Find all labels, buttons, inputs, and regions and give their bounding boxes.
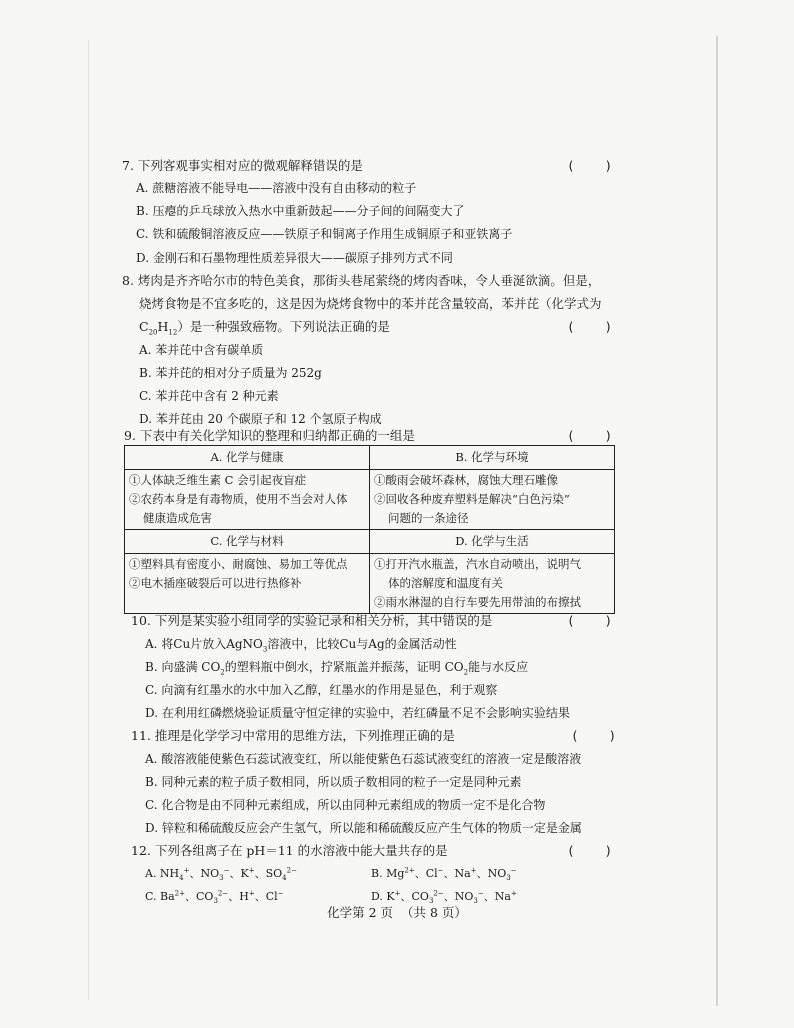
table-b-item-2: ②回收各种废弃塑料是解决“白色污染” bbox=[374, 492, 570, 506]
table-head-b: B. 化学与环境 bbox=[370, 446, 615, 470]
q10-a-sub: 3 bbox=[262, 645, 268, 654]
q10-a-text-2: 溶液中，比较Cu与Ag的金属活动性 bbox=[267, 637, 457, 651]
question-11-stem: 11. 推理是化学学习中常用的思维方法，下列推理正确的是 bbox=[131, 728, 455, 743]
question-12-stem: 12. 下列各组离子在 pH＝11 的水溶液中能大量共存的是 bbox=[131, 843, 448, 858]
ion-charge: − bbox=[477, 889, 484, 898]
ion-text: C. Ba bbox=[145, 890, 175, 903]
question-10-stem: 10. 下列是某实验小组同学的实验记录和相关分析，其中错误的是 bbox=[131, 613, 493, 628]
ion-text: 、CO bbox=[185, 890, 214, 903]
ion-sub: 3 bbox=[213, 897, 218, 906]
ion-text: B. Mg bbox=[371, 867, 405, 880]
ion-text: 、Na bbox=[483, 890, 511, 903]
ion-sub: 3 bbox=[219, 874, 224, 883]
question-8-option-a: A. 苯并芘中含有碳单质 bbox=[139, 343, 264, 357]
q10-b-sub-2: 2 bbox=[463, 668, 469, 677]
table-d-item-1: ①打开汽水瓶盖，汽水自动喷出，说明气 bbox=[374, 557, 581, 571]
question-11-option-a: A. 酸溶液能使紫色石蕊试液变红，所以能使紫色石蕊试液变红的溶液一定是酸溶液 bbox=[145, 752, 582, 766]
table-b-item-1: ①酸雨会破坏森林，腐蚀大理石雕像 bbox=[374, 473, 558, 487]
ion-text: 、CO bbox=[400, 890, 429, 903]
ion-sub: 4 bbox=[282, 874, 287, 883]
question-8-option-d: D. 苯并芘由 20 个碳原子和 12 个氢原子构成 bbox=[139, 412, 382, 426]
ion-sub: 4 bbox=[179, 874, 184, 883]
question-10-answer-paren: ( ) bbox=[567, 613, 613, 628]
ion-sub: 3 bbox=[473, 897, 478, 906]
ion-charge: 2− bbox=[217, 889, 229, 898]
question-8-line-3 bbox=[139, 319, 390, 335]
table-head-c: C. 化学与材料 bbox=[125, 530, 370, 554]
question-10-option-a bbox=[145, 636, 457, 652]
ion-sub: 3 bbox=[506, 874, 511, 883]
formula-hydrogen-count: 12 bbox=[168, 328, 178, 337]
table-cell-c bbox=[125, 554, 370, 614]
ion-charge: − bbox=[223, 866, 230, 875]
q10-b-sub-1: 2 bbox=[220, 668, 225, 677]
question-12-option-b bbox=[371, 866, 517, 882]
ion-charge: + bbox=[510, 889, 517, 898]
ion-charge: 2− bbox=[286, 866, 297, 875]
ion-text: 、Cl bbox=[414, 867, 438, 880]
question-10-option-b bbox=[145, 659, 528, 675]
question-8-line-1: 8. 烤肉是齐齐哈尔市的特色美食，那街头巷尾萦绕的烤肉香味，令人垂涎欲滴。但是， bbox=[122, 273, 601, 288]
ion-text: A. NH bbox=[145, 867, 180, 880]
question-8-line-3-text: ）是一种强致癌物。下列说法正确的是 bbox=[177, 319, 390, 334]
formula-carbon: C bbox=[139, 319, 149, 334]
question-11-option-d: D. 锌粒和稀硫酸反应会产生氢气，所以能和稀硫酸反应产生气体的物质一定是金属 bbox=[145, 821, 582, 835]
ion-charge: + bbox=[470, 866, 477, 875]
table-a-item-2-cont: 健康造成危害 bbox=[143, 511, 212, 525]
question-8-option-b: B. 苯并芘的相对分子质量为 252g bbox=[139, 366, 322, 380]
table-d-item-1-cont: 体的溶解度和温度有关 bbox=[388, 576, 503, 590]
question-12-answer-paren: ( ) bbox=[567, 843, 613, 858]
q10-b-text-3: 能与水反应 bbox=[468, 660, 529, 674]
formula-carbon-count: 20 bbox=[148, 328, 158, 337]
ion-text: 、NO bbox=[189, 867, 220, 880]
ion-text: 、Cl bbox=[254, 890, 278, 903]
ion-text: 、NO bbox=[476, 867, 507, 880]
question-8-option-c: C. 苯并芘中含有 2 种元素 bbox=[139, 389, 279, 403]
table-a-item-1: ①人体缺乏维生素 C 会引起夜盲症 bbox=[129, 473, 307, 487]
table-c-item-2: ②电木插座破裂后可以进行热修补 bbox=[129, 576, 302, 590]
ion-charge: + bbox=[248, 866, 255, 875]
ion-text: 、Na bbox=[443, 867, 471, 880]
question-9-stem: 9. 下表中有关化学知识的整理和归纳都正确的一组是 bbox=[124, 428, 415, 443]
ion-sub: 3 bbox=[428, 897, 434, 906]
ion-charge: + bbox=[394, 889, 401, 898]
ion-text: D. K bbox=[371, 890, 395, 903]
ion-text: 、NO bbox=[443, 890, 474, 903]
scan-edge-right bbox=[716, 36, 718, 1006]
ion-text: 、H bbox=[228, 890, 249, 903]
q10-b-text-1: B. 向盛满 CO bbox=[145, 660, 221, 674]
ion-charge: 2+ bbox=[404, 866, 415, 875]
question-11-option-b: B. 同种元素的粒子质子数相同，所以质子数相同的粒子一定是同种元素 bbox=[145, 775, 522, 789]
ion-charge: − bbox=[277, 889, 284, 898]
ion-charge: − bbox=[510, 866, 517, 875]
question-8-answer-paren: ( ) bbox=[567, 319, 613, 334]
ion-charge: 2− bbox=[433, 889, 444, 898]
table-head-a: A. 化学与健康 bbox=[125, 446, 370, 470]
question-7-option-a: A. 蔗糖溶液不能导电——溶液中没有自由移动的粒子 bbox=[136, 181, 417, 195]
question-7-option-c: C. 铁和硫酸铜溶液反应——铁原子和铜离子作用生成铜原子和亚铁离子 bbox=[136, 227, 513, 241]
ion-text: 、SO bbox=[254, 867, 283, 880]
question-8-line-2: 烧烤食物是不宜多吃的，这是因为烧烤食物中的苯并芘含量较高，苯并芘（化学式为 bbox=[139, 296, 602, 311]
question-12-option-a bbox=[145, 866, 297, 882]
table-a-item-2: ②农药本身是有毒物质，使用不当会对人体 bbox=[129, 492, 348, 506]
q10-a-text-1: A. 将Cu片放入AgNO bbox=[145, 637, 263, 651]
ion-charge: + bbox=[248, 889, 255, 898]
question-7-option-d: D. 金刚石和石墨物理性质差异很大——碳原子排列方式不同 bbox=[136, 251, 453, 265]
table-c-item-1: ①塑料具有密度小、耐腐蚀、易加工等优点 bbox=[129, 557, 348, 571]
ion-text: 、K bbox=[229, 867, 249, 880]
question-9-answer-paren: ( ) bbox=[567, 428, 613, 443]
page-footer: 化学第 2 页 （共 8 页） bbox=[327, 905, 467, 920]
question-7-option-b: B. 压瘪的乒乓球放入热水中重新鼓起——分子间的间隔变大了 bbox=[136, 204, 465, 218]
q10-b-text-2: 的塑料瓶中倒水，拧紧瓶盖并振荡，证明 CO bbox=[224, 660, 464, 674]
ion-charge: − bbox=[437, 866, 444, 875]
table-head-d: D. 化学与生活 bbox=[370, 530, 615, 554]
ion-charge: 2+ bbox=[174, 889, 185, 898]
table-cell-a bbox=[125, 470, 370, 530]
knowledge-table bbox=[124, 445, 615, 614]
table-d-item-2: ②雨水淋湿的自行车要先用带油的布擦拭 bbox=[374, 595, 581, 609]
question-11-answer-paren: ( ) bbox=[571, 728, 617, 743]
scan-edge-left bbox=[88, 40, 89, 1000]
table-cell-d bbox=[370, 554, 615, 614]
question-11-option-c: C. 化合物是由不同种元素组成，所以由同种元素组成的物质一定不是化合物 bbox=[145, 798, 546, 812]
question-10-option-d: D. 在利用红磷燃烧验证质量守恒定律的实验中，若红磷量不足不会影响实验结果 bbox=[145, 706, 570, 720]
question-7-answer-paren: ( ) bbox=[567, 158, 613, 173]
table-cell-b bbox=[370, 470, 615, 530]
table-b-item-2-cont: 问题的一条途径 bbox=[388, 511, 469, 525]
question-7-stem: 7. 下列客观事实相对应的微观解释错误的是 bbox=[122, 158, 363, 173]
formula-hydrogen: H bbox=[157, 319, 169, 334]
ion-charge: + bbox=[183, 866, 190, 875]
question-10-option-c: C. 向滴有红墨水的水中加入乙醇，红墨水的作用是显色，利于观察 bbox=[145, 683, 498, 697]
